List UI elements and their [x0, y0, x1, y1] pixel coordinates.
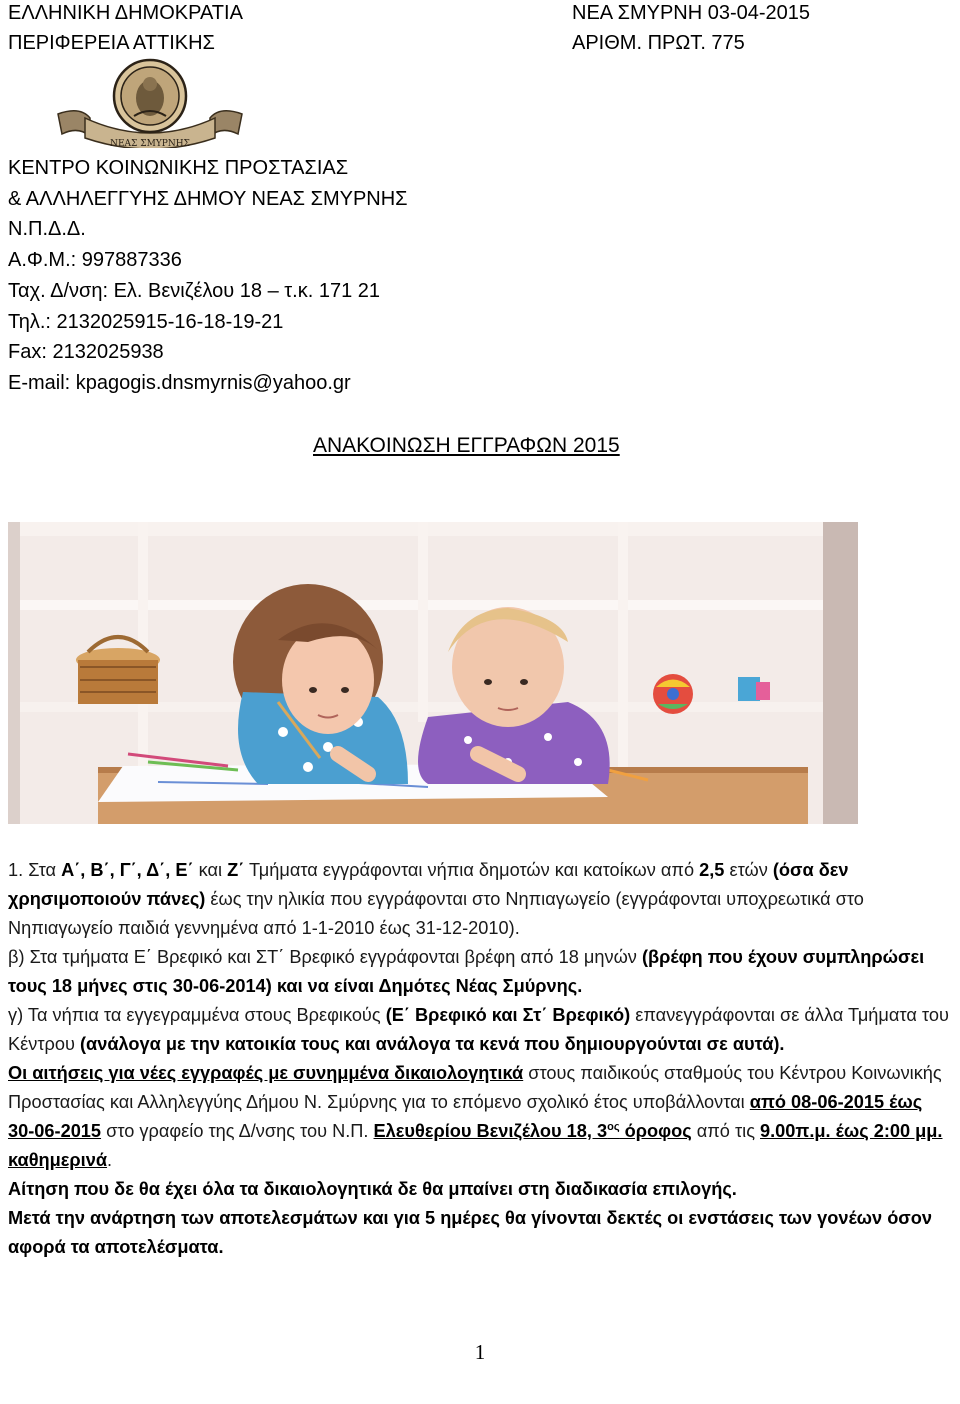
- svg-text:ΝΕΑΣ ΣΜΥΡΝΗΣ: ΝΕΑΣ ΣΜΥΡΝΗΣ: [110, 139, 190, 148]
- announcement-body: [8, 856, 953, 1262]
- header-country: ΕΛΛΗΝΙΚΗ ΔΗΜΟΚΡΑΤΙΑ: [8, 2, 243, 24]
- header-left: [8, 0, 243, 58]
- org-phone: Τηλ.: 2132025915-16-18-19-21: [8, 310, 284, 333]
- header-protocol-number: ΑΡΙΘΜ. ΠΡΩΤ. 775: [572, 32, 745, 54]
- paragraph-application-dates: Οι αιτήσεις για νέες εγγραφές με συνημμένα δικαιολογητικά στους παιδικούς σταθμούς του Κέντρου Κοινωνικής Προστασίας και Αλληλεγγύης Δήμου Ν. Σμύρνης για το επόμενο σχολικό έτος υποβάλλονται από 08-06-2015 έως 30-06-2015 στο γραφείο της Δ/νσης του Ν.Π. Ελευθερίου Βενιζέλου 18, $3^{o\varsigma}$ όροφος από τις 9.00π.μ. έως 2:00 μμ. καθημερινά.: [8, 1063, 943, 1170]
- org-email: E-mail: kpagogis.dnsmyrnis@yahoo.gr: [8, 371, 351, 394]
- organization-info: [8, 153, 408, 399]
- announcement-title: ΑΝΑΚΟΙΝΩΣΗ ΕΓΓΡΑΦΩΝ 2015: [313, 434, 620, 457]
- org-name-line1: ΚΕΝΤΡΟ ΚΟΙΝΩΝΙΚΗΣ ΠΡΟΣΤΑΣΙΑΣ: [8, 157, 349, 179]
- children-drawing-photo: [8, 522, 858, 824]
- org-name-line2: & ΑΛΛΗΛΕΓΓΥΗΣ ΔΗΜΟΥ ΝΕΑΣ ΣΜΥΡΝΗΣ: [8, 187, 408, 210]
- header-region: ΠΕΡΙΦΕΡΕΙΑ ΑΤΤΙΚΗΣ: [8, 32, 215, 54]
- header-right: [572, 0, 810, 58]
- header-date: ΝΕΑ ΣΜΥΡΝΗ 03-04-2015: [572, 2, 811, 24]
- org-tax-id: Α.Φ.Μ.: 997887336: [8, 249, 182, 272]
- org-address: Ταχ. Δ/νση: Ελ. Βενιζέλου 18 – τ.κ. 171 21: [8, 279, 381, 302]
- paragraph-age-groups: 1. Στα Α΄, Β΄, Γ΄, Δ΄, Ε΄ και Ζ΄ Τμήματα εγγράφονται νήπια δημοτών και κατοίκων από 2,5 ετών (όσα δεν χρησιμοποιούν πάνες) έως την ηλικία που εγγράφονται στο Νηπιαγωγείο (εγγράφονται υποχρεωτικά στο Νηπιαγωγείο παιδιά γεννημένα από 1-1-2010 έως 31-12-2010).: [8, 860, 864, 938]
- municipality-seal-logo: [50, 56, 250, 148]
- paragraph-incomplete-applications: Αίτηση που δε θα έχει όλα τα δικαιολογητικά δε θα μπαίνει στη διαδικασία επιλογής.: [8, 1179, 737, 1199]
- paragraph-infant-groups: β) Στα τμήματα Ε΄ Βρεφικό και ΣΤ΄ Βρεφικό εγγράφονται βρέφη από 18 μηνών (βρέφη που έχουν συμπληρώσει τους 18 μήνες στις 30-06-2014) και να είναι Δημότες Νέας Σμύρνης.: [8, 947, 925, 996]
- org-type: Ν.Π.Δ.Δ.: [8, 218, 86, 241]
- page-number: 1: [474, 1340, 486, 1364]
- org-fax: Fax: 2132025938: [8, 341, 164, 364]
- paragraph-reregistration: γ) Τα νήπια τα εγγεγραμμένα στους Βρεφικούς (Ε΄ Βρεφικό και Στ΄ Βρεφικό) επανεγγράφονται σε άλλα Τμήματα του Κέντρου (ανάλογα με την κατοικία τους και ανάλογα τα κενά που δημιουργούνται σε αυτά).: [8, 1005, 949, 1054]
- paragraph-objections: Μετά την ανάρτηση των αποτελεσμάτων και για 5 ημέρες θα γίνονται δεκτές οι ενστάσεις των γονέων όσον αφορά τα αποτελέσματα.: [8, 1208, 932, 1257]
